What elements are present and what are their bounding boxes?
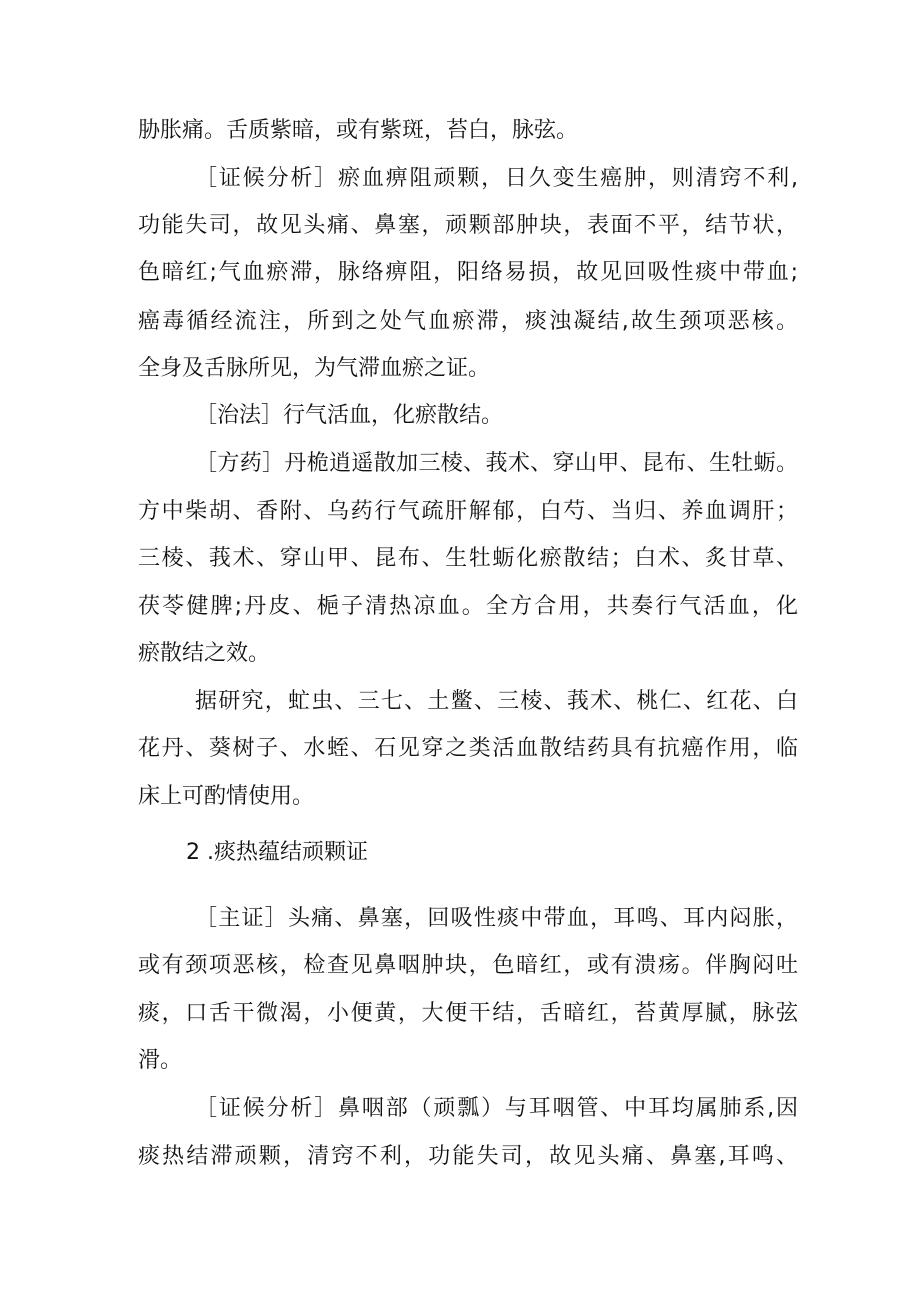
section-heading: 2 .痰热蕴结顽颗证 [186,840,368,865]
text-line-14: 花丹、葵树子、水蛭、石见穿之类活血散结药具有抗癌作用，临 [138,736,798,761]
text-line-1: 胁胀痛。舌质紫暗，或有紫斑，苔白，脉弦。 [138,118,579,143]
text-line-21: ［证候分析］鼻咽部（顽瓢）与耳咽管、中耳均属肺系,因 [195,1096,798,1121]
text-line-8: ［方药］丹桅逍遥散加三棱、莪术、穿山甲、昆布、生牡蛎。 [195,451,798,476]
text-line-3: 功能失司，故见头痛、鼻塞，顽颗部肿块，表面不平，结节状， [138,213,798,238]
text-line-18: 或有颈项恶核，检查见鼻咽肿块，色暗红，或有溃疡。伴胸闷吐 [138,953,798,978]
text-line-9: 方中柴胡、香附、乌药行气疏肝解郁，白芍、当归、养血调肝； [138,499,798,524]
text-line-4: 色暗红;气血瘀滞，脉络痹阻，阳络易损，故见回吸性痰中带血; [138,260,798,285]
text-line-2: ［证候分析］瘀血痹阻顽颗，日久变生癌肿，则清窍不利, [195,166,798,191]
text-line-17: ［主证］头痛、鼻塞，回吸性痰中带血，耳鸣、耳内闷胀， [195,906,798,931]
text-line-7: ［治法］行气活血，化瘀散结。 [195,403,504,428]
text-line-12: 瘀散结之效。 [138,641,271,666]
text-line-6: 全身及舌脉所见，为气滞血瘀之证。 [138,356,491,381]
text-line-10: 三棱、莪术、穿山甲、昆布、生牡蛎化瘀散结；白术、炙甘草、 [138,546,798,571]
text-line-5: 癌毒循经流注，所到之处气血瘀滞，痰浊凝结,故生颈项恶核。 [138,309,798,334]
text-line-20: 滑。 [138,1048,183,1073]
text-line-19: 痰，口舌干微渴，小便黄，大便干结，舌暗红，苔黄厚腻，脉弦 [138,1001,798,1026]
text-line-22: 痰热结滞顽颗，清窍不利，功能失司，故见头痛、鼻塞,耳鸣、 [138,1144,798,1169]
text-line-11: 茯苓健脾;丹皮、梔子清热凉血。全方合用，共奏行气活血，化 [138,594,798,619]
text-line-13: 据研究，虻虫、三七、土鳖、三棱、莪术、桃仁、红花、白 [195,689,798,714]
text-line-15: 床上可酌情使用。 [138,784,315,809]
